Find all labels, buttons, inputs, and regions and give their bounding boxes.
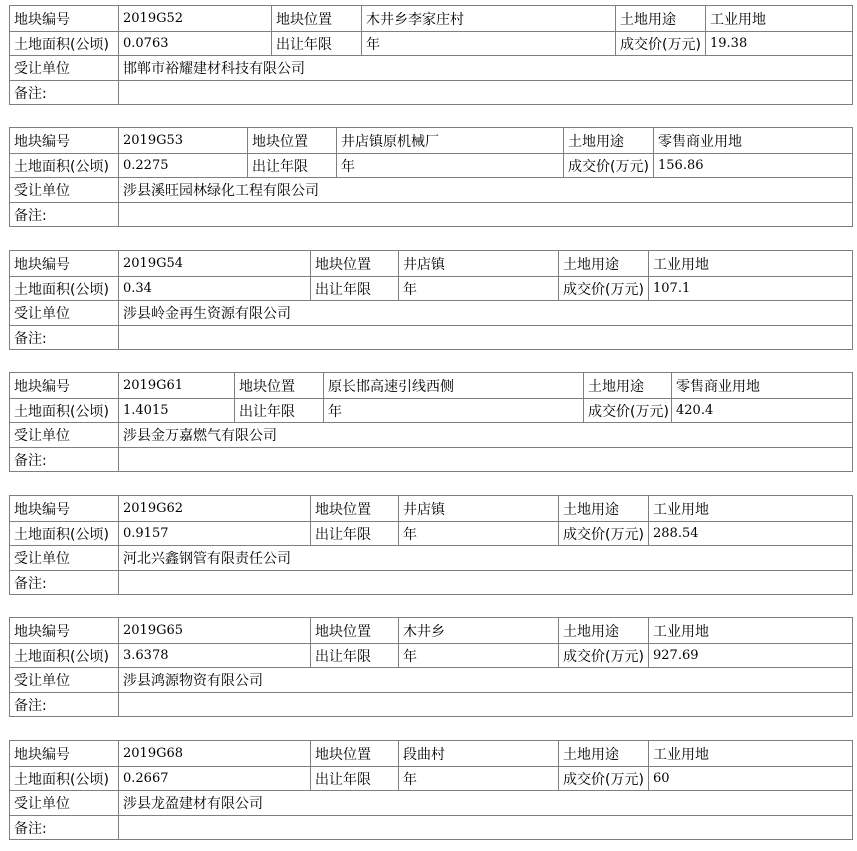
- land-use-label: 土地用途: [559, 741, 649, 767]
- land-use-label: 土地用途: [584, 373, 672, 399]
- remarks-label: 备注:: [10, 326, 119, 350]
- parcel-no-label: 地块编号: [10, 618, 119, 644]
- parcel-no-label: 地块编号: [10, 251, 119, 277]
- location-label: 地块位置: [248, 128, 337, 154]
- price-value: 60: [649, 767, 853, 791]
- transferee-value: 涉县岭金再生资源有限公司: [119, 301, 853, 326]
- location-value: 井店镇: [399, 496, 559, 522]
- transferee-label: 受让单位: [10, 791, 119, 816]
- area-value: 0.2275: [119, 154, 248, 178]
- term-value: 年: [399, 522, 559, 546]
- term-value: 年: [324, 399, 584, 423]
- remarks-label: 备注:: [10, 571, 119, 595]
- parcel-table-2019g65: [9, 617, 853, 717]
- land-use-value: 工业用地: [649, 251, 853, 277]
- land-use-value: 工业用地: [649, 496, 853, 522]
- remarks-label: 备注:: [10, 81, 119, 105]
- term-value: 年: [399, 767, 559, 791]
- price-label: 成交价(万元): [559, 522, 649, 546]
- parcel-table-2019g61: [9, 372, 853, 472]
- parcel-table-2019g62: [9, 495, 853, 595]
- remarks-label: 备注:: [10, 448, 119, 472]
- price-value: 420.4: [672, 399, 853, 423]
- location-label: 地块位置: [235, 373, 324, 399]
- parcel-table-2019g53: [9, 127, 853, 227]
- area-value: 1.4015: [119, 399, 235, 423]
- price-value: 19.38: [706, 32, 853, 56]
- land-use-label: 土地用途: [616, 6, 706, 32]
- location-label: 地块位置: [311, 741, 399, 767]
- remarks-value: [119, 203, 853, 227]
- term-value: 年: [337, 154, 564, 178]
- land-use-label: 土地用途: [559, 251, 649, 277]
- term-value: 年: [362, 32, 616, 56]
- transferee-value: 涉县鸿源物资有限公司: [119, 668, 853, 693]
- location-value: 原长邯高速引线西侧: [324, 373, 584, 399]
- location-value: 木井乡李家庄村: [362, 6, 616, 32]
- remarks-label: 备注:: [10, 816, 119, 840]
- term-label: 出让年限: [235, 399, 324, 423]
- transferee-label: 受让单位: [10, 56, 119, 81]
- parcel-no-value: 2019G52: [119, 6, 272, 32]
- remarks-label: 备注:: [10, 203, 119, 227]
- area-value: 3.6378: [119, 644, 311, 668]
- land-use-value: 零售商业用地: [672, 373, 853, 399]
- price-label: 成交价(万元): [559, 767, 649, 791]
- price-value: 927.69: [649, 644, 853, 668]
- area-label: 土地面积(公顷): [10, 277, 119, 301]
- price-label: 成交价(万元): [559, 277, 649, 301]
- land-use-label: 土地用途: [559, 496, 649, 522]
- land-use-value: 零售商业用地: [654, 128, 853, 154]
- parcel-no-label: 地块编号: [10, 128, 119, 154]
- location-value: 木井乡: [399, 618, 559, 644]
- parcel-table-2019g68: [9, 740, 853, 840]
- remarks-value: [119, 81, 853, 105]
- term-label: 出让年限: [311, 522, 399, 546]
- location-label: 地块位置: [311, 496, 399, 522]
- price-value: 156.86: [654, 154, 853, 178]
- location-label: 地块位置: [311, 618, 399, 644]
- price-value: 107.1: [649, 277, 853, 301]
- transferee-label: 受让单位: [10, 301, 119, 326]
- area-value: 0.2667: [119, 767, 311, 791]
- parcel-no-value: 2019G68: [119, 741, 311, 767]
- area-value: 0.34: [119, 277, 311, 301]
- term-label: 出让年限: [272, 32, 362, 56]
- transferee-value: 邯郸市裕耀建材科技有限公司: [119, 56, 853, 81]
- area-label: 土地面积(公顷): [10, 154, 119, 178]
- parcel-no-value: 2019G61: [119, 373, 235, 399]
- transferee-label: 受让单位: [10, 178, 119, 203]
- transferee-value: 涉县龙盈建材有限公司: [119, 791, 853, 816]
- land-use-label: 土地用途: [564, 128, 654, 154]
- area-value: 0.9157: [119, 522, 311, 546]
- area-value: 0.0763: [119, 32, 272, 56]
- transferee-value: 涉县溪旺园林绿化工程有限公司: [119, 178, 853, 203]
- area-label: 土地面积(公顷): [10, 522, 119, 546]
- remarks-value: [119, 326, 853, 350]
- location-value: 井店镇: [399, 251, 559, 277]
- parcel-no-value: 2019G62: [119, 496, 311, 522]
- parcel-no-value: 2019G65: [119, 618, 311, 644]
- price-label: 成交价(万元): [559, 644, 649, 668]
- location-value: 井店镇原机械厂: [337, 128, 564, 154]
- parcel-no-label: 地块编号: [10, 373, 119, 399]
- area-label: 土地面积(公顷): [10, 32, 119, 56]
- transferee-label: 受让单位: [10, 668, 119, 693]
- remarks-label: 备注:: [10, 693, 119, 717]
- parcel-no-label: 地块编号: [10, 6, 119, 32]
- remarks-value: [119, 448, 853, 472]
- transferee-value: 涉县金万嘉燃气有限公司: [119, 423, 853, 448]
- area-label: 土地面积(公顷): [10, 644, 119, 668]
- area-label: 土地面积(公顷): [10, 767, 119, 791]
- term-label: 出让年限: [311, 767, 399, 791]
- transferee-label: 受让单位: [10, 546, 119, 571]
- transferee-label: 受让单位: [10, 423, 119, 448]
- price-value: 288.54: [649, 522, 853, 546]
- land-use-label: 土地用途: [559, 618, 649, 644]
- remarks-value: [119, 571, 853, 595]
- land-use-value: 工业用地: [706, 6, 853, 32]
- parcel-no-label: 地块编号: [10, 496, 119, 522]
- price-label: 成交价(万元): [564, 154, 654, 178]
- land-use-value: 工业用地: [649, 741, 853, 767]
- term-value: 年: [399, 277, 559, 301]
- parcel-no-value: 2019G54: [119, 251, 311, 277]
- location-label: 地块位置: [311, 251, 399, 277]
- parcel-no-label: 地块编号: [10, 741, 119, 767]
- parcel-table-2019g52: [9, 5, 853, 105]
- term-label: 出让年限: [248, 154, 337, 178]
- price-label: 成交价(万元): [584, 399, 672, 423]
- remarks-value: [119, 693, 853, 717]
- parcel-table-2019g54: [9, 250, 853, 350]
- area-label: 土地面积(公顷): [10, 399, 119, 423]
- location-label: 地块位置: [272, 6, 362, 32]
- land-use-value: 工业用地: [649, 618, 853, 644]
- parcel-no-value: 2019G53: [119, 128, 248, 154]
- location-value: 段曲村: [399, 741, 559, 767]
- term-label: 出让年限: [311, 277, 399, 301]
- transferee-value: 河北兴鑫钢管有限责任公司: [119, 546, 853, 571]
- remarks-value: [119, 816, 853, 840]
- price-label: 成交价(万元): [616, 32, 706, 56]
- term-label: 出让年限: [311, 644, 399, 668]
- term-value: 年: [399, 644, 559, 668]
